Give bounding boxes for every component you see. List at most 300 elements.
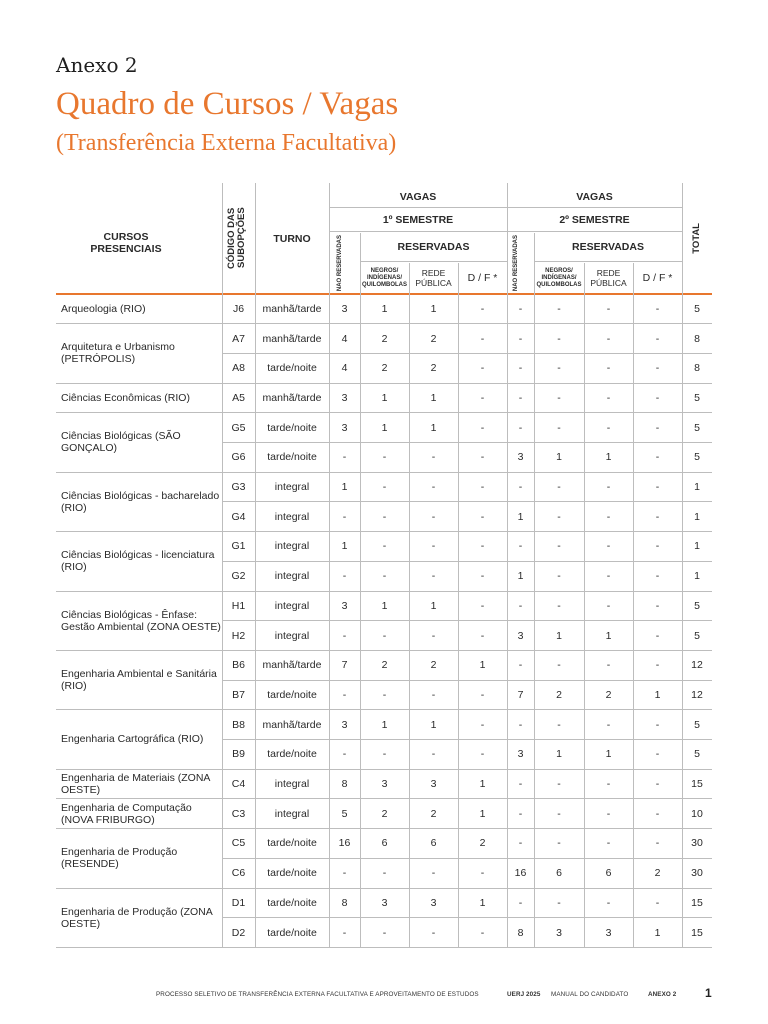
header-nao-reservadas-2 bbox=[507, 233, 534, 293]
vagas-cell: 12 bbox=[691, 688, 703, 701]
vagas-cell: - bbox=[655, 421, 660, 434]
header-df-1: D / F * bbox=[467, 272, 498, 284]
vagas-cell: 1 bbox=[654, 926, 661, 939]
vagas-cell: 7 bbox=[341, 659, 348, 672]
vagas-cell: 8 bbox=[341, 778, 348, 791]
header-negros-2: NEGROS/ INDÍGENAS/ QUILOMBOLAS bbox=[536, 267, 582, 288]
vagas-cell: 16 bbox=[338, 837, 351, 850]
column-divider bbox=[360, 233, 361, 947]
vagas-cell: 5 bbox=[694, 629, 700, 642]
vagas-cell: 1 bbox=[694, 510, 700, 523]
subopcao-code: A7 bbox=[232, 332, 245, 345]
subopcao-code: A5 bbox=[232, 391, 245, 404]
header-nao-reservadas-1 bbox=[329, 233, 360, 293]
vagas-cell: 5 bbox=[694, 748, 700, 761]
vagas-cell: - bbox=[382, 629, 387, 642]
vagas-cell: 1 bbox=[430, 718, 437, 731]
vagas-cell: 2 bbox=[381, 332, 388, 345]
vagas-cell: - bbox=[480, 718, 485, 731]
vagas-cell: - bbox=[557, 896, 561, 909]
column-divider bbox=[329, 183, 330, 947]
vagas-cell: - bbox=[606, 778, 611, 791]
vagas-cell: - bbox=[431, 629, 436, 642]
vagas-cell: - bbox=[557, 837, 561, 850]
vagas-cell: 3 bbox=[381, 778, 388, 791]
vagas-cell: - bbox=[557, 807, 561, 820]
vagas-cell: 15 bbox=[691, 778, 703, 791]
vagas-cell: - bbox=[655, 362, 660, 375]
vagas-cell: 3 bbox=[517, 748, 524, 761]
vagas-cell: 3 bbox=[517, 629, 524, 642]
vagas-cell: - bbox=[382, 481, 387, 494]
vagas-cell: - bbox=[431, 570, 436, 583]
vagas-cell: - bbox=[518, 659, 523, 672]
subopcao-code: B7 bbox=[232, 688, 245, 701]
turno-cell: integral bbox=[274, 510, 310, 523]
header-codigo-text: CÓDIGO DAS SUBOPÇÕES bbox=[225, 207, 247, 269]
vagas-cell: - bbox=[557, 570, 561, 583]
vagas-cell: 3 bbox=[517, 451, 524, 464]
vagas-cell: 1 bbox=[654, 688, 661, 701]
vagas-cell: 8 bbox=[694, 362, 700, 375]
page-number: 1 bbox=[705, 986, 712, 1000]
vagas-cell: 4 bbox=[341, 332, 348, 345]
course-name: Arquitetura e Urbanismo (PETRÓPOLIS) bbox=[61, 341, 175, 366]
footer-manual: MANUAL DO CANDIDATO bbox=[551, 991, 629, 998]
turno-cell: manhã/tarde bbox=[262, 332, 322, 345]
vagas-cell: - bbox=[518, 718, 523, 731]
vagas-cell: - bbox=[431, 688, 436, 701]
vagas-cell: - bbox=[382, 451, 387, 464]
vagas-cell: - bbox=[382, 688, 387, 701]
vagas-cell: - bbox=[557, 302, 561, 315]
vagas-cell: - bbox=[480, 748, 485, 761]
vagas-cell: 15 bbox=[691, 926, 703, 939]
vagas-cell: - bbox=[655, 629, 660, 642]
vagas-cell: - bbox=[480, 510, 485, 523]
course-name: Engenharia de Materiais (ZONA OESTE) bbox=[61, 772, 210, 797]
vagas-cell: - bbox=[480, 629, 485, 642]
vagas-cell: - bbox=[342, 688, 347, 701]
vagas-cell: - bbox=[382, 570, 387, 583]
course-name: Engenharia Ambiental e Sanitária (RIO) bbox=[61, 668, 217, 693]
turno-cell: manhã/tarde bbox=[262, 718, 322, 731]
vagas-cell: 8 bbox=[517, 926, 524, 939]
vagas-cell: 1 bbox=[556, 629, 562, 642]
vagas-cell: - bbox=[655, 481, 660, 494]
subopcao-code: G2 bbox=[231, 570, 246, 583]
vagas-cell: - bbox=[557, 718, 561, 731]
vagas-cell: 3 bbox=[556, 926, 562, 939]
vagas-cell: 1 bbox=[430, 302, 437, 315]
vagas-cell: 6 bbox=[605, 867, 612, 880]
vagas-cell: - bbox=[655, 510, 660, 523]
vagas-cell: - bbox=[518, 391, 523, 404]
vagas-cell: - bbox=[480, 688, 485, 701]
subopcao-code: C3 bbox=[231, 807, 246, 820]
vagas-cell: - bbox=[518, 599, 523, 612]
vagas-cell: 16 bbox=[514, 867, 527, 880]
subopcao-code: D2 bbox=[231, 926, 246, 939]
column-divider bbox=[584, 263, 585, 947]
vagas-cell: 6 bbox=[381, 837, 388, 850]
vagas-cell: 3 bbox=[341, 302, 348, 315]
vagas-cell: - bbox=[655, 748, 660, 761]
vagas-cell: - bbox=[342, 867, 347, 880]
vagas-cell: - bbox=[655, 718, 660, 731]
vagas-cell: - bbox=[518, 481, 523, 494]
vagas-cell: 1 bbox=[341, 540, 348, 553]
vagas-cell: - bbox=[557, 332, 561, 345]
vagas-cell: - bbox=[431, 510, 436, 523]
vagas-cell: 8 bbox=[694, 332, 700, 345]
vagas-cell: 1 bbox=[479, 896, 486, 909]
vagas-cell: - bbox=[655, 837, 660, 850]
vagas-cell: 1 bbox=[694, 570, 700, 583]
turno-cell: tarde/noite bbox=[267, 837, 317, 850]
vagas-cell: - bbox=[518, 778, 523, 791]
vagas-cell: - bbox=[655, 391, 660, 404]
vagas-cell: - bbox=[518, 896, 523, 909]
vagas-cell: - bbox=[431, 748, 436, 761]
vagas-cell: - bbox=[557, 599, 561, 612]
vagas-cell: - bbox=[342, 451, 347, 464]
vagas-cell: - bbox=[557, 659, 561, 672]
vagas-cell: - bbox=[606, 599, 611, 612]
turno-cell: tarde/noite bbox=[267, 421, 317, 434]
vagas-cell: - bbox=[480, 570, 485, 583]
header-total-text: TOTAL bbox=[691, 222, 702, 254]
course-name: Engenharia de Produção (RESENDE) bbox=[61, 846, 178, 871]
vagas-cell: - bbox=[606, 540, 611, 553]
vagas-cell: 2 bbox=[430, 807, 437, 820]
column-divider bbox=[534, 233, 535, 947]
vagas-cell: 1 bbox=[430, 391, 437, 404]
vagas-cell: 1 bbox=[694, 540, 700, 553]
vagas-cell: 3 bbox=[341, 391, 348, 404]
vagas-cell: - bbox=[655, 332, 660, 345]
header-cursos: CURSOS PRESENCIAIS bbox=[90, 231, 162, 255]
vagas-cell: - bbox=[606, 421, 611, 434]
vagas-cell: 3 bbox=[341, 599, 348, 612]
vagas-cell: - bbox=[606, 510, 611, 523]
header-turno: TURNO bbox=[273, 233, 311, 245]
vagas-cell: - bbox=[382, 926, 387, 939]
page-title: Quadro de Cursos / Vagas bbox=[56, 86, 399, 122]
vagas-cell: - bbox=[431, 867, 436, 880]
vagas-cell: - bbox=[518, 540, 523, 553]
vagas-cell: 10 bbox=[691, 807, 703, 820]
vagas-cell: 2 bbox=[654, 867, 661, 880]
vagas-cell: 12 bbox=[691, 659, 703, 672]
vagas-cell: 3 bbox=[605, 926, 612, 939]
vagas-cell: 2 bbox=[430, 332, 437, 345]
vagas-cell: - bbox=[342, 570, 347, 583]
vagas-cell: - bbox=[480, 332, 485, 345]
vagas-cell: 5 bbox=[694, 718, 700, 731]
vagas-cell: 6 bbox=[556, 867, 562, 880]
header-nao-reservadas-2-text: NÃO RESERVADAS bbox=[512, 234, 519, 292]
header-line-reservadas-2 bbox=[534, 261, 682, 262]
subopcao-code: G6 bbox=[231, 451, 246, 464]
header-negros-1: NEGROS/ INDÍGENAS/ QUILOMBOLAS bbox=[362, 267, 407, 288]
vagas-cell: 1 bbox=[556, 748, 562, 761]
vagas-cell: - bbox=[655, 302, 660, 315]
header-vagas-1: VAGAS bbox=[399, 191, 437, 203]
vagas-cell: - bbox=[557, 362, 561, 375]
vagas-cell: - bbox=[342, 748, 347, 761]
turno-cell: tarde/noite bbox=[267, 926, 317, 939]
header-nao-reservadas-1-text: NÃO RESERVADAS bbox=[336, 234, 343, 292]
vagas-cell: - bbox=[431, 540, 436, 553]
vagas-cell: 4 bbox=[341, 362, 348, 375]
annex-label: Anexo 2 bbox=[56, 53, 138, 77]
vagas-cell: - bbox=[518, 302, 523, 315]
column-divider bbox=[222, 183, 223, 947]
vagas-cell: 2 bbox=[381, 362, 388, 375]
vagas-cell: - bbox=[342, 629, 347, 642]
turno-cell: integral bbox=[274, 481, 310, 494]
turno-cell: manhã/tarde bbox=[262, 302, 322, 315]
vagas-cell: - bbox=[480, 302, 485, 315]
subopcao-code: B6 bbox=[232, 659, 245, 672]
vagas-cell: - bbox=[342, 926, 347, 939]
vagas-cell: 3 bbox=[430, 896, 437, 909]
vagas-cell: - bbox=[655, 540, 660, 553]
vagas-cell: - bbox=[655, 778, 660, 791]
vagas-cell: - bbox=[518, 807, 523, 820]
turno-cell: tarde/noite bbox=[267, 362, 317, 375]
vagas-cell: - bbox=[557, 421, 561, 434]
column-divider bbox=[409, 263, 410, 947]
turno-cell: integral bbox=[274, 599, 310, 612]
footer-uerj: UERJ 2025 bbox=[507, 991, 541, 998]
vagas-cell: 3 bbox=[381, 896, 388, 909]
vagas-cell: 3 bbox=[341, 718, 348, 731]
subopcao-code: J6 bbox=[232, 302, 245, 315]
vagas-cell: - bbox=[518, 362, 523, 375]
vagas-cell: - bbox=[480, 867, 485, 880]
vagas-cell: 1 bbox=[381, 718, 388, 731]
vagas-cell: - bbox=[518, 332, 523, 345]
vagas-cell: - bbox=[606, 302, 611, 315]
vagas-cell: 1 bbox=[381, 599, 388, 612]
vagas-cell: 5 bbox=[694, 451, 700, 464]
vagas-cell: 2 bbox=[430, 362, 437, 375]
vagas-cell: - bbox=[480, 391, 485, 404]
vagas-cell: 15 bbox=[691, 896, 703, 909]
vagas-cell: - bbox=[382, 510, 387, 523]
vagas-cell: 1 bbox=[605, 451, 612, 464]
header-rede-2: REDE PÚBLICA bbox=[590, 268, 627, 288]
vagas-cell: 1 bbox=[479, 778, 486, 791]
page-subtitle: (Transferência Externa Facultativa) bbox=[56, 130, 397, 156]
vagas-cell: 2 bbox=[479, 837, 486, 850]
header-orange-rule bbox=[56, 293, 712, 295]
vagas-cell: 2 bbox=[381, 659, 388, 672]
vagas-cell: - bbox=[480, 599, 485, 612]
vagas-cell: 3 bbox=[430, 778, 437, 791]
vagas-cell: 1 bbox=[381, 302, 388, 315]
vagas-cell: 1 bbox=[479, 807, 486, 820]
vagas-cell: 1 bbox=[381, 421, 388, 434]
vagas-cell: - bbox=[655, 896, 660, 909]
vagas-cell: 5 bbox=[341, 807, 348, 820]
header-semestre-1: 1º SEMESTRE bbox=[382, 214, 454, 226]
vagas-cell: 7 bbox=[517, 688, 524, 701]
vagas-cell: - bbox=[480, 362, 485, 375]
turno-cell: integral bbox=[274, 540, 310, 553]
vagas-cell: - bbox=[382, 540, 387, 553]
vagas-cell: 1 bbox=[694, 481, 700, 494]
vagas-cell: - bbox=[606, 896, 611, 909]
row-divider bbox=[222, 947, 712, 948]
courses-table bbox=[56, 183, 712, 956]
subopcao-code: H1 bbox=[231, 599, 246, 612]
course-name: Ciências Biológicas - bacharelado (RIO) bbox=[61, 489, 220, 514]
vagas-cell: 1 bbox=[517, 510, 524, 523]
footer-process: PROCESSO SELETIVO DE TRANSFERÊNCIA EXTERNA FACULTATIVA E APROVEITAMENTO DE ESTUDOS bbox=[156, 991, 479, 998]
column-divider bbox=[255, 183, 256, 947]
page-footer bbox=[0, 986, 768, 1006]
header-df-2: D / F * bbox=[642, 272, 673, 284]
vagas-cell: - bbox=[557, 778, 561, 791]
turno-cell: tarde/noite bbox=[267, 688, 317, 701]
vagas-cell: 5 bbox=[694, 421, 700, 434]
subopcao-code: D1 bbox=[231, 896, 246, 909]
vagas-cell: - bbox=[382, 867, 387, 880]
vagas-cell: - bbox=[431, 451, 436, 464]
vagas-cell: 1 bbox=[605, 748, 612, 761]
vagas-cell: 6 bbox=[430, 837, 437, 850]
vagas-cell: - bbox=[518, 421, 523, 434]
turno-cell: integral bbox=[274, 570, 310, 583]
vagas-cell: 1 bbox=[341, 481, 348, 494]
vagas-cell: 1 bbox=[381, 391, 388, 404]
vagas-cell: 5 bbox=[694, 391, 700, 404]
vagas-cell: - bbox=[342, 510, 347, 523]
header-vagas-2: VAGAS bbox=[576, 191, 613, 203]
vagas-cell: - bbox=[557, 481, 561, 494]
vagas-cell: 1 bbox=[430, 421, 437, 434]
turno-cell: tarde/noite bbox=[267, 896, 317, 909]
vagas-cell: - bbox=[518, 837, 523, 850]
subopcao-code: B8 bbox=[232, 718, 245, 731]
turno-cell: manhã/tarde bbox=[262, 391, 322, 404]
vagas-cell: - bbox=[431, 926, 436, 939]
footer-annex: ANEXO 2 bbox=[648, 991, 677, 998]
header-total bbox=[682, 183, 712, 293]
header-reservadas-2: RESERVADAS bbox=[572, 241, 644, 253]
subopcao-code: G1 bbox=[231, 540, 246, 553]
subopcao-code: C6 bbox=[231, 867, 246, 880]
course-name: Ciências Biológicas - licenciatura (RIO) bbox=[61, 549, 215, 574]
column-divider bbox=[458, 263, 459, 947]
turno-cell: integral bbox=[274, 807, 310, 820]
header-semestre-2: 2º SEMESTRE bbox=[559, 214, 630, 226]
header-line-semestre bbox=[329, 231, 682, 232]
vagas-cell: 2 bbox=[556, 688, 562, 701]
vagas-cell: 2 bbox=[430, 659, 437, 672]
vagas-cell: - bbox=[431, 481, 436, 494]
vagas-cell: 3 bbox=[341, 421, 348, 434]
turno-cell: tarde/noite bbox=[267, 748, 317, 761]
course-name: Ciências Biológicas (SÃO GONÇALO) bbox=[61, 430, 181, 455]
course-name: Ciências Econômicas (RIO) bbox=[61, 391, 190, 404]
vagas-cell: 30 bbox=[691, 837, 703, 850]
vagas-cell: 1 bbox=[430, 599, 437, 612]
subopcao-code: C5 bbox=[231, 837, 246, 850]
course-name: Engenharia Cartográfica (RIO) bbox=[61, 733, 204, 746]
subopcao-code: G5 bbox=[231, 421, 246, 434]
vagas-cell: 5 bbox=[694, 599, 700, 612]
vagas-cell: - bbox=[382, 748, 387, 761]
turno-cell: tarde/noite bbox=[267, 867, 317, 880]
turno-cell: integral bbox=[274, 778, 310, 791]
header-line-reservadas-1 bbox=[360, 261, 507, 262]
vagas-cell: - bbox=[606, 391, 611, 404]
vagas-cell: - bbox=[480, 421, 485, 434]
vagas-cell: - bbox=[606, 659, 611, 672]
header-codigo bbox=[222, 183, 255, 293]
turno-cell: integral bbox=[274, 629, 310, 642]
subopcao-code: C4 bbox=[231, 778, 246, 791]
turno-cell: tarde/noite bbox=[267, 451, 317, 464]
header-line-vagas bbox=[329, 207, 682, 208]
vagas-cell: 1 bbox=[556, 451, 562, 464]
vagas-cell: - bbox=[606, 837, 611, 850]
subopcao-code: B9 bbox=[232, 748, 245, 761]
course-name: Engenharia de Computação (NOVA FRIBURGO) bbox=[61, 801, 192, 826]
vagas-cell: 5 bbox=[694, 302, 700, 315]
vagas-cell: 2 bbox=[605, 688, 612, 701]
vagas-cell: - bbox=[480, 926, 485, 939]
subopcao-code: G4 bbox=[231, 510, 246, 523]
header-reservadas-1: RESERVADAS bbox=[397, 241, 470, 253]
vagas-cell: 30 bbox=[691, 867, 703, 880]
course-name: Arqueologia (RIO) bbox=[61, 302, 146, 315]
column-divider bbox=[633, 263, 634, 947]
turno-cell: manhã/tarde bbox=[262, 659, 322, 672]
vagas-cell: - bbox=[655, 807, 660, 820]
subopcao-code: A8 bbox=[232, 362, 245, 375]
column-divider bbox=[507, 183, 508, 947]
vagas-cell: - bbox=[557, 391, 561, 404]
vagas-cell: - bbox=[557, 510, 561, 523]
header-rede-1: REDE PÚBLICA bbox=[415, 268, 452, 288]
vagas-cell: 8 bbox=[341, 896, 348, 909]
vagas-cell: - bbox=[606, 807, 611, 820]
vagas-cell: - bbox=[557, 540, 561, 553]
vagas-cell: - bbox=[480, 540, 485, 553]
column-divider bbox=[682, 183, 683, 947]
vagas-cell: - bbox=[606, 570, 611, 583]
vagas-cell: - bbox=[606, 718, 611, 731]
course-name: Engenharia de Produção (ZONA OESTE) bbox=[61, 905, 213, 930]
vagas-cell: - bbox=[606, 481, 611, 494]
vagas-cell: - bbox=[655, 599, 660, 612]
vagas-cell: - bbox=[655, 451, 660, 464]
course-name: Ciências Biológicas - Ênfase: Gestão Ambiental (ZONA OESTE) bbox=[61, 608, 221, 633]
vagas-cell: - bbox=[655, 570, 660, 583]
vagas-cell: 1 bbox=[479, 659, 486, 672]
vagas-cell: 2 bbox=[381, 807, 388, 820]
vagas-cell: - bbox=[606, 362, 611, 375]
subopcao-code: G3 bbox=[231, 481, 246, 494]
vagas-cell: 1 bbox=[605, 629, 612, 642]
vagas-cell: - bbox=[655, 659, 660, 672]
vagas-cell: 1 bbox=[517, 570, 524, 583]
